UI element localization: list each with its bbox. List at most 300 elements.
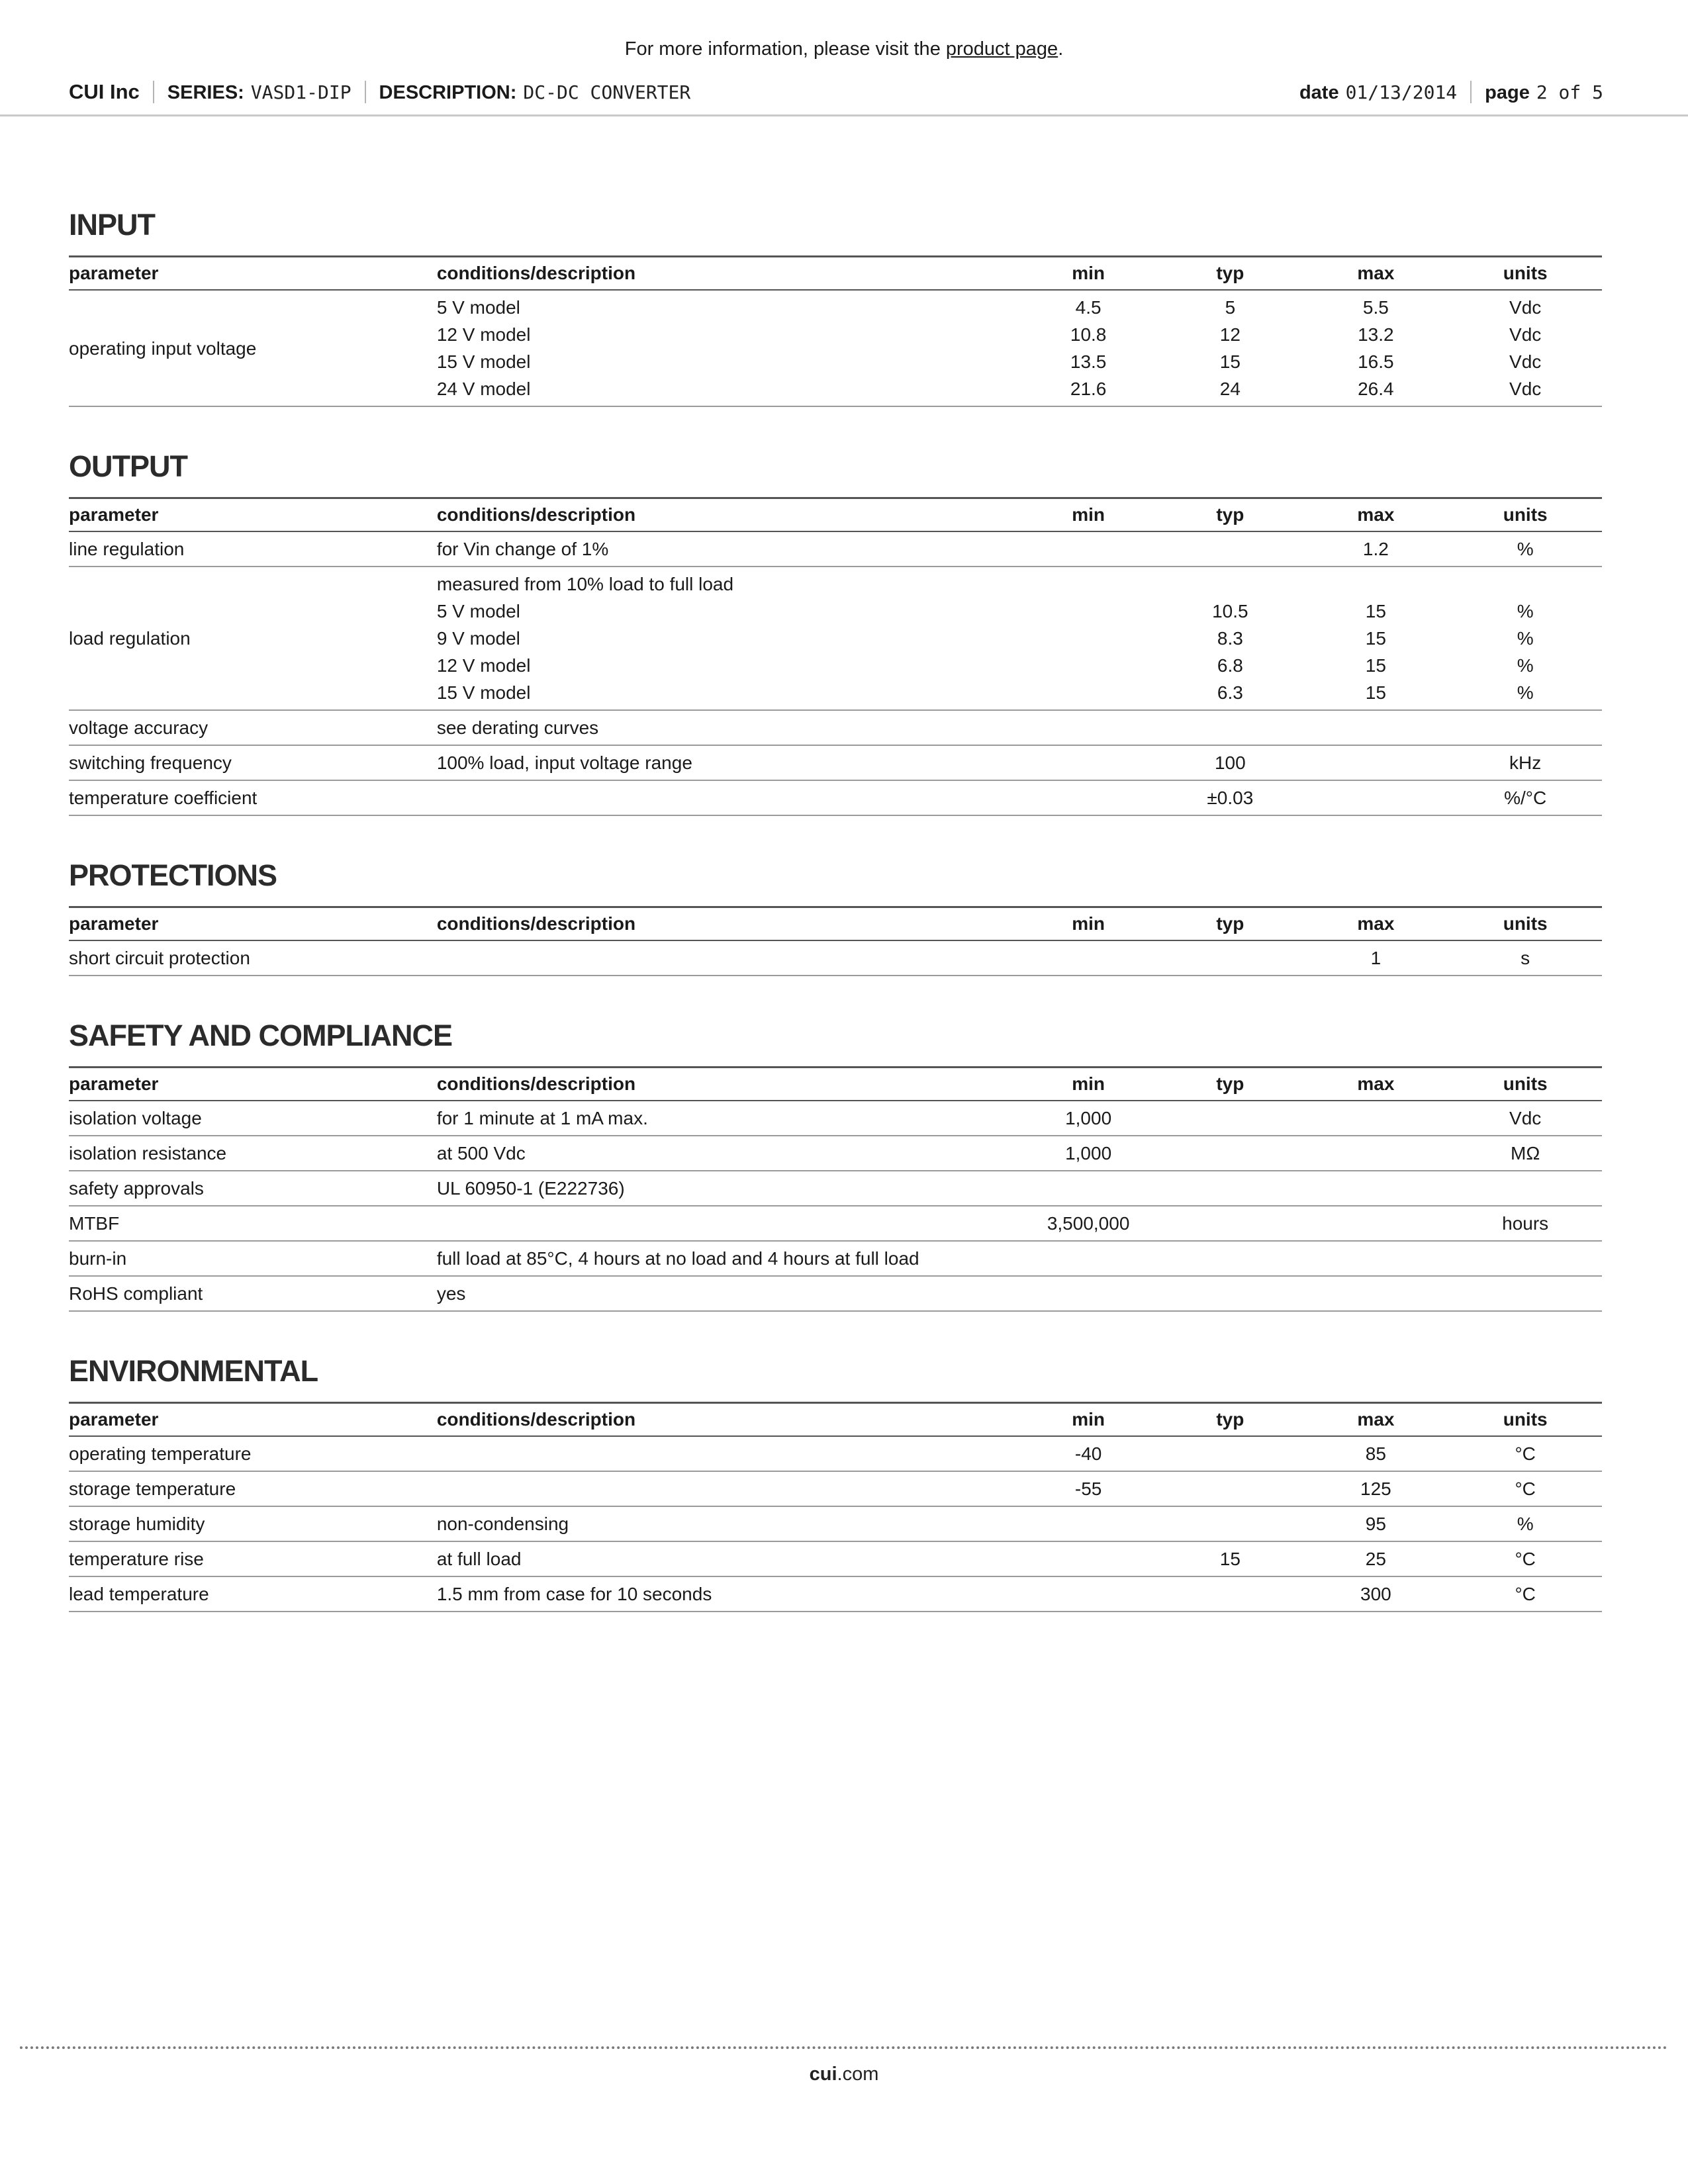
cell-line: 12 <box>1219 324 1241 345</box>
parameter-cell <box>69 781 437 815</box>
cell-line: %/°C <box>1504 788 1547 808</box>
parameter-cell <box>69 1277 437 1310</box>
conditions-cell <box>437 1242 1019 1275</box>
units-cell <box>1448 1437 1602 1471</box>
cell-line: -55 <box>1074 1479 1102 1499</box>
cell-line: 15 <box>1219 351 1241 372</box>
section-protections <box>69 858 1602 976</box>
product-page-link[interactable]: product page <box>945 38 1058 60</box>
cell-line <box>1019 1245 1157 1272</box>
cell-line: 95 <box>1365 1514 1386 1534</box>
typ-cell <box>1157 1472 1303 1506</box>
cell-line <box>1448 1280 1602 1307</box>
parameter-cell <box>69 1171 437 1205</box>
section-input <box>69 208 1602 407</box>
units-cell <box>1448 1206 1602 1240</box>
section-environmental <box>69 1354 1602 1612</box>
conditions-cell <box>437 781 1019 815</box>
table-row <box>69 1277 1602 1312</box>
table-row <box>69 941 1602 976</box>
cell-line: 3,500,000 <box>1047 1213 1130 1234</box>
cell-line: Vdc <box>1509 351 1542 372</box>
conditions-cell <box>437 1136 1019 1170</box>
parameter-cell <box>69 1507 437 1541</box>
cell-line: safety approvals <box>69 1178 204 1199</box>
footer-brand[interactable] <box>0 2064 1688 2085</box>
table-row <box>69 1472 1602 1507</box>
cell-line <box>1303 784 1448 811</box>
cell-line <box>1019 535 1157 563</box>
cell-line <box>1157 1175 1303 1202</box>
cell-line: yes <box>436 1283 466 1304</box>
cell-line: Vdc <box>1509 379 1542 399</box>
cell-line: 15 <box>1365 628 1386 649</box>
cell-line <box>1157 1440 1303 1467</box>
table-row <box>69 1171 1602 1206</box>
cell-line <box>1303 1140 1448 1167</box>
cell-line: at 500 Vdc <box>436 1143 526 1163</box>
parameter-cell <box>69 1242 437 1275</box>
date-value: 01/13/2014 <box>1345 81 1458 103</box>
cell-line: °C <box>1515 1443 1536 1464</box>
parameter-cell <box>69 1542 437 1576</box>
footer <box>0 2046 1688 2085</box>
table-row <box>69 567 1602 711</box>
section-safety-and-compliance <box>69 1019 1602 1312</box>
cell-line: % <box>1517 601 1534 621</box>
column-header-conditions-description: conditions/description <box>436 1073 636 1094</box>
cell-line: operating input voltage <box>69 338 257 359</box>
column-header-min: min <box>1072 1073 1105 1094</box>
cell-line: 26.4 <box>1358 379 1394 399</box>
cell-line <box>1157 1280 1303 1307</box>
cell-line: Vdc <box>1509 297 1542 318</box>
cell-line: 24 V model <box>436 379 531 399</box>
typ-cell <box>1157 1136 1303 1170</box>
cell-line: 12 V model <box>436 655 531 676</box>
cell-line <box>1157 714 1303 741</box>
cell-line: isolation resistance <box>69 1143 227 1163</box>
table-header-row <box>69 255 1602 291</box>
column-header-max: max <box>1357 263 1395 283</box>
cell-line: storage humidity <box>69 1514 205 1534</box>
min-cell <box>1019 1542 1157 1576</box>
cell-line: ±0.03 <box>1207 788 1254 808</box>
section-title: OUTPUT <box>69 449 187 483</box>
column-header-units: units <box>1503 913 1548 934</box>
cell-line: 5 V model <box>436 297 520 318</box>
cell-line <box>1019 1510 1157 1537</box>
parameter-cell <box>69 1472 437 1506</box>
cell-line <box>1448 1245 1602 1272</box>
conditions-cell <box>437 1277 1019 1310</box>
units-cell <box>1448 1472 1602 1506</box>
cell-line: full load at 85°C, 4 hours at no load and 4 hours at full load <box>436 1248 919 1269</box>
units-cell <box>1448 746 1602 780</box>
cell-line: 100 <box>1214 752 1246 773</box>
cell-line: Vdc <box>1509 1108 1542 1128</box>
conditions-cell <box>437 1101 1019 1135</box>
max-cell <box>1303 291 1448 406</box>
page-label: page <box>1485 82 1530 103</box>
cell-line: 300 <box>1360 1584 1391 1604</box>
separator-bar <box>1470 81 1472 103</box>
column-header-parameter: parameter <box>69 263 159 283</box>
typ-cell <box>1157 941 1303 975</box>
section-title: ENVIRONMENTAL <box>69 1354 318 1388</box>
cell-line: at full load <box>436 1549 522 1569</box>
footer-dotted-rule <box>20 2046 1668 2049</box>
parameter-cell <box>69 746 437 780</box>
cell-line: 125 <box>1360 1479 1391 1499</box>
parameter-cell <box>69 1206 437 1240</box>
max-cell <box>1303 1507 1448 1541</box>
max-cell <box>1303 1437 1448 1471</box>
cell-line: 5 V model <box>436 601 520 621</box>
conditions-cell <box>437 1472 1019 1506</box>
conditions-cell <box>437 1507 1019 1541</box>
cell-line: storage temperature <box>69 1479 236 1499</box>
typ-cell <box>1157 291 1303 406</box>
typ-cell <box>1157 1171 1303 1205</box>
cell-line: 15 V model <box>436 351 531 372</box>
max-cell <box>1303 941 1448 975</box>
separator-bar <box>365 81 366 103</box>
column-header-units: units <box>1503 263 1548 283</box>
section-title: PROTECTIONS <box>69 858 277 892</box>
cell-line <box>437 1440 1019 1467</box>
cell-line: kHz <box>1509 752 1542 773</box>
table-row <box>69 1101 1602 1136</box>
cell-line: load regulation <box>69 628 191 649</box>
column-header-typ: typ <box>1216 263 1244 283</box>
cell-line: Vdc <box>1509 324 1542 345</box>
cell-line: 21.6 <box>1070 379 1107 399</box>
conditions-cell <box>437 567 1019 709</box>
cell-line <box>1019 652 1157 679</box>
typ-cell <box>1157 1577 1303 1611</box>
series-value: VASD1-DIP <box>250 81 352 103</box>
cell-line: °C <box>1515 1584 1536 1604</box>
cell-line: MTBF <box>69 1213 120 1234</box>
header-right <box>1299 81 1603 104</box>
cell-line <box>1157 1510 1303 1537</box>
max-cell <box>1303 1242 1448 1275</box>
cell-line <box>1019 1580 1157 1608</box>
table-row <box>69 1242 1602 1277</box>
cell-line <box>1448 714 1602 741</box>
min-cell <box>1019 711 1157 745</box>
cell-line <box>1303 749 1448 776</box>
table-header-row <box>69 1402 1602 1437</box>
cell-line: 8.3 <box>1217 628 1243 649</box>
cell-line: 15 V model <box>436 682 531 703</box>
series-label: SERIES: <box>167 82 244 103</box>
cell-line <box>1303 1210 1448 1237</box>
cell-line <box>1019 625 1157 652</box>
table-row <box>69 532 1602 567</box>
column-header-max: max <box>1357 913 1395 934</box>
column-header-max: max <box>1357 1409 1395 1430</box>
table-row <box>69 711 1602 746</box>
cell-line <box>1303 1280 1448 1307</box>
parameter-cell <box>69 711 437 745</box>
cell-line: lead temperature <box>69 1584 209 1604</box>
min-cell <box>1019 1437 1157 1471</box>
table-row <box>69 1507 1602 1542</box>
cell-line: 13.2 <box>1358 324 1394 345</box>
conditions-cell <box>437 1542 1019 1576</box>
typ-cell <box>1157 1101 1303 1135</box>
cell-line <box>1157 1580 1303 1608</box>
cell-line <box>437 944 1019 972</box>
cell-line: 25 <box>1365 1549 1386 1569</box>
cell-line: short circuit protection <box>69 948 250 968</box>
cell-line: line regulation <box>69 539 185 559</box>
table-row <box>69 781 1602 816</box>
column-header-min: min <box>1072 504 1105 525</box>
cell-line: 10.5 <box>1212 601 1248 621</box>
typ-cell <box>1157 1242 1303 1275</box>
cell-line: 1.2 <box>1362 539 1389 559</box>
conditions-cell <box>437 291 1019 406</box>
column-header-units: units <box>1503 1409 1548 1430</box>
cell-line: RoHS compliant <box>69 1283 203 1304</box>
conditions-cell <box>437 1577 1019 1611</box>
cell-line: 6.8 <box>1217 655 1243 676</box>
column-header-conditions-description: conditions/description <box>436 1409 636 1430</box>
column-header-typ: typ <box>1216 1073 1244 1094</box>
parameter-cell <box>69 291 437 406</box>
header-left <box>69 80 690 104</box>
column-header-units: units <box>1503 504 1548 525</box>
date-label: date <box>1299 82 1339 103</box>
min-cell <box>1019 1136 1157 1170</box>
column-header-conditions-description: conditions/description <box>436 504 636 525</box>
min-cell <box>1019 746 1157 780</box>
table-header-row <box>69 1066 1602 1101</box>
top-note-period: . <box>1058 38 1064 60</box>
max-cell <box>1303 1277 1448 1310</box>
cell-line <box>1303 714 1448 741</box>
max-cell <box>1303 1472 1448 1506</box>
column-header-parameter: parameter <box>69 1073 159 1094</box>
units-cell <box>1448 1101 1602 1135</box>
cell-line: non-condensing <box>436 1514 569 1534</box>
max-cell <box>1303 1136 1448 1170</box>
spec-table <box>69 255 1602 407</box>
cell-line <box>1303 1175 1448 1202</box>
cell-line <box>437 1210 1019 1237</box>
typ-cell <box>1157 1206 1303 1240</box>
units-cell <box>1448 1171 1602 1205</box>
units-cell <box>1448 532 1602 566</box>
column-header-min: min <box>1072 1409 1105 1430</box>
typ-cell <box>1157 532 1303 566</box>
cell-line: % <box>1517 539 1534 559</box>
separator-bar <box>153 81 154 103</box>
cell-line: 5.5 <box>1362 297 1389 318</box>
cell-line: 15 <box>1365 655 1386 676</box>
cell-line: UL 60950-1 (E222736) <box>436 1178 625 1199</box>
cell-line: 15 <box>1219 1549 1241 1569</box>
conditions-cell <box>437 1206 1019 1240</box>
cell-line: 100% load, input voltage range <box>436 752 692 773</box>
column-header-max: max <box>1357 1073 1395 1094</box>
table-row <box>69 1542 1602 1577</box>
section-output <box>69 449 1602 816</box>
min-cell <box>1019 1101 1157 1135</box>
cell-line: 9 V model <box>436 628 520 649</box>
units-cell <box>1448 1136 1602 1170</box>
cell-line: °C <box>1515 1549 1536 1569</box>
max-cell <box>1303 746 1448 780</box>
units-cell <box>1448 1542 1602 1576</box>
column-header-min: min <box>1072 913 1105 934</box>
cell-line <box>437 1475 1019 1502</box>
conditions-cell <box>437 1171 1019 1205</box>
cell-line <box>1157 1210 1303 1237</box>
cell-line: measured from 10% load to full load <box>436 574 734 594</box>
cell-line: 1,000 <box>1065 1108 1112 1128</box>
cell-line <box>1303 1105 1448 1132</box>
cell-line: 4.5 <box>1075 297 1102 318</box>
cell-line <box>1019 714 1157 741</box>
cell-line: 13.5 <box>1070 351 1107 372</box>
cell-line: s <box>1521 948 1530 968</box>
max-cell <box>1303 567 1448 709</box>
cell-line <box>1448 570 1602 598</box>
typ-cell <box>1157 1507 1303 1541</box>
parameter-cell <box>69 1136 437 1170</box>
cell-line: 6.3 <box>1217 682 1243 703</box>
spec-table <box>69 1402 1602 1612</box>
cell-line <box>1019 944 1157 972</box>
column-header-max: max <box>1357 504 1395 525</box>
min-cell <box>1019 1577 1157 1611</box>
cell-line: 1.5 mm from case for 10 seconds <box>436 1584 712 1604</box>
units-cell <box>1448 567 1602 709</box>
typ-cell <box>1157 781 1303 815</box>
cell-line: 1,000 <box>1065 1143 1112 1163</box>
cell-line <box>1448 1175 1602 1202</box>
units-cell <box>1448 781 1602 815</box>
cell-line: 12 V model <box>436 324 531 345</box>
parameter-cell <box>69 941 437 975</box>
cell-line: see derating curves <box>436 717 599 738</box>
cell-line <box>1019 1175 1157 1202</box>
section-title: SAFETY AND COMPLIANCE <box>69 1019 453 1052</box>
typ-cell <box>1157 567 1303 709</box>
header-bar <box>69 80 1603 104</box>
top-note <box>0 0 1688 60</box>
max-cell <box>1303 1101 1448 1135</box>
column-header-typ: typ <box>1216 504 1244 525</box>
cell-line <box>1157 1140 1303 1167</box>
cell-line: % <box>1517 628 1534 649</box>
parameter-cell <box>69 532 437 566</box>
max-cell <box>1303 1206 1448 1240</box>
section-title: INPUT <box>69 208 155 242</box>
cell-line: 16.5 <box>1358 351 1394 372</box>
cell-line: 10.8 <box>1070 324 1107 345</box>
column-header-parameter: parameter <box>69 913 159 934</box>
spec-table <box>69 1066 1602 1312</box>
parameter-cell <box>69 1577 437 1611</box>
max-cell <box>1303 1577 1448 1611</box>
cell-line <box>1019 784 1157 811</box>
column-header-parameter: parameter <box>69 1409 159 1430</box>
cell-line: temperature coefficient <box>69 788 258 808</box>
cell-line: % <box>1517 682 1534 703</box>
parameter-cell <box>69 567 437 709</box>
cell-line <box>1019 749 1157 776</box>
conditions-cell <box>437 746 1019 780</box>
cell-line: hours <box>1502 1213 1549 1234</box>
column-header-typ: typ <box>1216 1409 1244 1430</box>
conditions-cell <box>437 532 1019 566</box>
table-row <box>69 1206 1602 1242</box>
typ-cell <box>1157 1542 1303 1576</box>
cell-line: MΩ <box>1511 1143 1540 1163</box>
cell-line: 1 <box>1370 948 1382 968</box>
table-row <box>69 1577 1602 1612</box>
cell-line: °C <box>1515 1479 1536 1499</box>
units-cell <box>1448 1242 1602 1275</box>
units-cell <box>1448 291 1602 406</box>
column-header-parameter: parameter <box>69 504 159 525</box>
table-header-row <box>69 906 1602 941</box>
table-header-row <box>69 497 1602 532</box>
cell-line: for Vin change of 1% <box>436 539 609 559</box>
parameter-cell <box>69 1101 437 1135</box>
typ-cell <box>1157 711 1303 745</box>
min-cell <box>1019 1507 1157 1541</box>
footer-brand-bold: cui <box>809 2064 837 2085</box>
cell-line: operating temperature <box>69 1443 252 1464</box>
cell-line: 15 <box>1365 601 1386 621</box>
cell-line <box>1303 1245 1448 1272</box>
page-number: 2 of 5 <box>1536 81 1603 103</box>
units-cell <box>1448 1507 1602 1541</box>
cell-line <box>1303 570 1448 598</box>
cell-line: 5 <box>1225 297 1236 318</box>
max-cell <box>1303 711 1448 745</box>
table-row <box>69 291 1602 407</box>
typ-cell <box>1157 746 1303 780</box>
min-cell <box>1019 291 1157 406</box>
cell-line <box>1019 598 1157 625</box>
cell-line <box>1019 679 1157 706</box>
max-cell <box>1303 1171 1448 1205</box>
min-cell <box>1019 567 1157 709</box>
cell-line: 24 <box>1219 379 1241 399</box>
cell-line: -40 <box>1074 1443 1102 1464</box>
column-header-min: min <box>1072 263 1105 283</box>
min-cell <box>1019 532 1157 566</box>
description-value: DC-DC CONVERTER <box>523 81 691 103</box>
cell-line <box>1157 1245 1303 1272</box>
min-cell <box>1019 1277 1157 1310</box>
max-cell <box>1303 532 1448 566</box>
column-header-units: units <box>1503 1073 1548 1094</box>
cell-line: 15 <box>1365 682 1386 703</box>
cell-line: % <box>1517 655 1534 676</box>
typ-cell <box>1157 1277 1303 1310</box>
column-header-conditions-description: conditions/description <box>436 913 636 934</box>
description-label: DESCRIPTION: <box>379 82 517 103</box>
cell-line: for 1 minute at 1 mA max. <box>436 1108 648 1128</box>
